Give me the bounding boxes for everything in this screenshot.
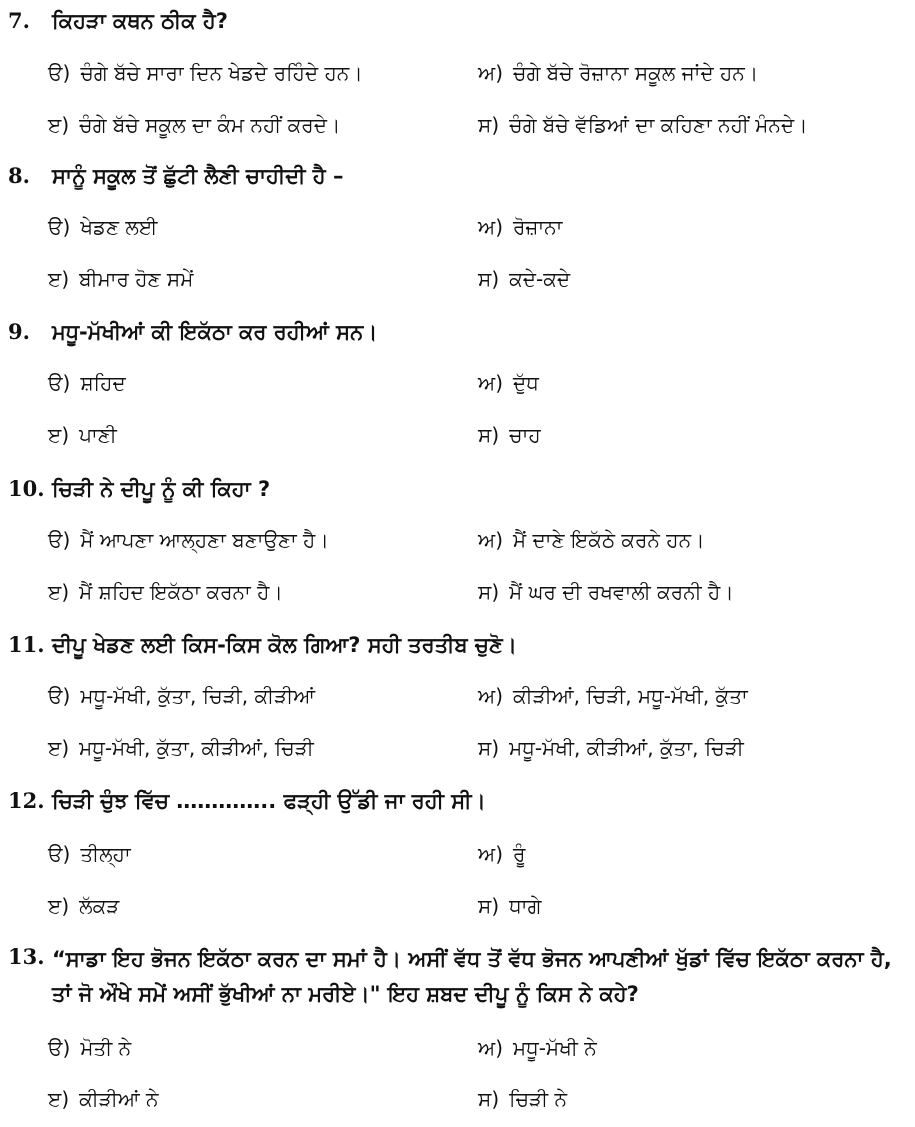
option-text: ਦੁੱਧ — [513, 371, 539, 395]
option-text: ਸ਼ਹਿਦ — [80, 371, 126, 395]
option-d[interactable] — [478, 578, 734, 606]
option-a[interactable] — [48, 682, 315, 710]
option-text: ਰੋਜ਼ਾਨਾ — [513, 215, 563, 239]
option-b[interactable] — [478, 682, 748, 710]
option-b[interactable] — [478, 526, 705, 554]
option-label: ੳ) — [48, 528, 71, 552]
option-text: ਚੰਗੇ ਬੱਚੇ ਰੋਜ਼ਾਨਾ ਸਕੂਲ ਜਾਂਦੇ ਹਨ। — [513, 61, 759, 85]
question-number: 11. — [8, 632, 45, 657]
question-number: 12. — [8, 788, 45, 813]
option-text: ਮਧੂ-ਮੱਖੀ, ਕੀੜੀਆਂ, ਕੁੱਤਾ, ਚਿੜੀ — [509, 736, 744, 760]
option-text: ਮੋਤੀ ਨੇ — [80, 1036, 132, 1060]
option-d[interactable] — [478, 111, 808, 139]
option-text: ਚਾਹ — [509, 423, 541, 447]
option-a[interactable] — [48, 213, 157, 241]
option-label: ੳ) — [48, 1036, 71, 1060]
option-label: ਸ) — [478, 736, 500, 760]
option-text: ਮੈਂ ਸ਼ਹਿਦ ਇਕੱਠਾ ਕਰਨਾ ਹੈ। — [79, 580, 283, 604]
option-text: ਮੈਂ ਆਪਣਾ ਆਲ੍ਹਣਾ ਬਣਾਉਣਾ ਹੈ। — [80, 528, 329, 552]
option-b[interactable] — [478, 1034, 597, 1062]
option-label: ਸ) — [478, 423, 500, 447]
option-text: ਚੰਗੇ ਬੱਚੇ ਸਾਰਾ ਦਿਨ ਖੇਡਦੇ ਰਹਿੰਦੇ ਹਨ। — [80, 61, 363, 85]
option-text: ਮਧੂ-ਮੱਖੀ, ਕੁੱਤਾ, ਚਿੜੀ, ਕੀੜੀਆਂ — [80, 684, 316, 708]
option-label: ਅ) — [478, 842, 504, 866]
option-label: ਸ) — [478, 267, 500, 291]
option-text: ਬੀਮਾਰ ਹੋਣ ਸਮੇਂ — [79, 267, 194, 291]
option-text: ਕੀੜੀਆਂ ਨੇ — [79, 1087, 159, 1111]
option-text: ਮਧੂ-ਮੱਖੀ ਨੇ — [513, 1036, 597, 1060]
option-text: ਚਿੜੀ ਨੇ — [509, 1087, 567, 1111]
option-text: ਕੀੜੀਆਂ, ਚਿੜੀ, ਮਧੂ-ਮੱਖੀ, ਕੁੱਤਾ — [513, 684, 748, 708]
option-label: ੳ) — [48, 842, 71, 866]
option-label: ਅ) — [478, 528, 504, 552]
option-label: ਅ) — [478, 61, 504, 85]
option-text: ਮਧੂ-ਮੱਖੀ, ਕੁੱਤਾ, ਕੀੜੀਆਂ, ਚਿੜੀ — [79, 736, 314, 760]
option-label: ੲ) — [48, 736, 70, 760]
question-number: 7. — [8, 8, 30, 33]
option-c[interactable] — [48, 111, 340, 139]
option-text: ਤੀਲ੍ਹਾ — [80, 842, 131, 866]
option-b[interactable] — [478, 369, 539, 397]
option-label: ੲ) — [48, 580, 70, 604]
option-label: ਸ) — [478, 1087, 500, 1111]
option-a[interactable] — [48, 59, 363, 87]
question-text: ਮਧੂ-ਮੱਖੀਆਂ ਕੀ ਇਕੱਠਾ ਕਰ ਰਹੀਆਂ ਸਨ। — [52, 320, 378, 344]
option-label: ਅ) — [478, 684, 504, 708]
question-text: ਚਿੜੀ ਚੁੰਝ ਵਿੱਚ ………….. ਫੜ੍ਹੀ ਉੱਡੀ ਜਾ ਰਹੀ ਸੀ। — [52, 789, 486, 813]
option-label: ੲ) — [48, 113, 70, 137]
question-text: “ਸਾਡਾ ਇਹ ਭੋਜਨ ਇਕੱਠਾ ਕਰਨ ਦਾ ਸਮਾਂ ਹੈ। ਅਸੀਂ ਵੱਧ ਤੋਂ ਵੱਧ ਭੋਜਨ ਆਪਣੀਆਂ ਖੁੱਡਾਂ ਵਿੱਚ ਇਕੱਠਾ ਕਰਨਾ ਹੈ, ਤਾਂ ਜੋ ਔਖੇ ਸਮੇਂ ਅਸੀਂ ਭੁੱਖੀਆਂ ਨਾ ਮਰੀਏ।" ਇਹ ਸ਼ਬਦ ਦੀਪੂ ਨੂੰ ਕਿਸ ਨੇ ਕਹੇ? — [52, 947, 892, 1006]
option-b[interactable] — [478, 840, 525, 868]
option-text: ਚੰਗੇ ਬੱਚੇ ਸਕੂਲ ਦਾ ਕੰਮ ਨਹੀਂ ਕਰਦੇ। — [79, 113, 341, 137]
option-c[interactable] — [48, 1085, 159, 1113]
option-label: ੲ) — [48, 423, 70, 447]
option-label: ਸ) — [478, 113, 500, 137]
question-number: 10. — [8, 476, 45, 501]
option-label: ਸ) — [478, 580, 500, 604]
option-label: ਅ) — [478, 1036, 504, 1060]
option-c[interactable] — [48, 421, 117, 449]
question-text: ਦੀਪੂ ਖੇਡਣ ਲਈ ਕਿਸ-ਕਿਸ ਕੋਲ ਗਿਆ? ਸਹੀ ਤਰਤੀਬ ਚੁਣੋ। — [52, 633, 517, 657]
question-number: 9. — [8, 319, 30, 344]
option-c[interactable] — [48, 892, 119, 920]
option-d[interactable] — [478, 265, 570, 293]
option-label: ੳ) — [48, 684, 71, 708]
option-text: ਖੇਡਣ ਲਈ — [80, 215, 158, 239]
question-13 — [0, 942, 915, 1111]
option-text: ਚੰਗੇ ਬੱਚੇ ਵੱਡਿਆਂ ਦਾ ਕਹਿਣਾ ਨਹੀਂ ਮੰਨਦੇ। — [509, 113, 808, 137]
question-text: ਸਾਨੂੰ ਸਕੂਲ ਤੋਂ ਛੁੱਟੀ ਲੈਣੀ ਚਾਹੀਦੀ ਹੈ – — [52, 164, 344, 188]
option-text: ਮੈਂ ਘਰ ਦੀ ਰਖਵਾਲੀ ਕਰਨੀ ਹੈ। — [509, 580, 734, 604]
option-a[interactable] — [48, 526, 329, 554]
option-a[interactable] — [48, 1034, 131, 1062]
option-text: ਧਾਗੇ — [509, 894, 542, 918]
option-label: ੲ) — [48, 267, 70, 291]
option-text: ਲੱਕੜ — [79, 894, 120, 918]
question-heading — [0, 942, 915, 1012]
option-c[interactable] — [48, 578, 283, 606]
option-a[interactable] — [48, 840, 131, 868]
option-d[interactable] — [478, 892, 541, 920]
option-label: ਅ) — [478, 215, 504, 239]
option-d[interactable] — [478, 421, 541, 449]
option-label: ੳ) — [48, 215, 71, 239]
option-c[interactable] — [48, 265, 193, 293]
option-label: ੲ) — [48, 894, 70, 918]
question-text: ਚਿੜੀ ਨੇ ਦੀਪੂ ਨੂੰ ਕੀ ਕਿਹਾ ? — [52, 477, 271, 501]
option-b[interactable] — [478, 59, 758, 87]
option-label: ੲ) — [48, 1087, 70, 1111]
option-text: ਕਦੇ-ਕਦੇ — [509, 267, 571, 291]
option-d[interactable] — [478, 1085, 567, 1113]
option-text: ਮੈਂ ਦਾਣੇ ਇਕੱਠੇ ਕਰਨੇ ਹਨ। — [513, 528, 705, 552]
question-text: ਕਿਹੜਾ ਕਥਨ ਠੀਕ ਹੈ? — [52, 9, 228, 33]
question-number: 13. — [8, 944, 45, 969]
option-text: ਰੂੰ — [513, 842, 526, 866]
option-text: ਪਾਣੀ — [79, 423, 117, 447]
option-label: ਸ) — [478, 894, 500, 918]
option-a[interactable] — [48, 369, 126, 397]
option-label: ਅ) — [478, 371, 504, 395]
option-c[interactable] — [48, 734, 314, 762]
option-b[interactable] — [478, 213, 562, 241]
option-label: ੳ) — [48, 371, 71, 395]
option-d[interactable] — [478, 734, 744, 762]
question-number: 8. — [8, 163, 30, 188]
option-label: ੳ) — [48, 61, 71, 85]
